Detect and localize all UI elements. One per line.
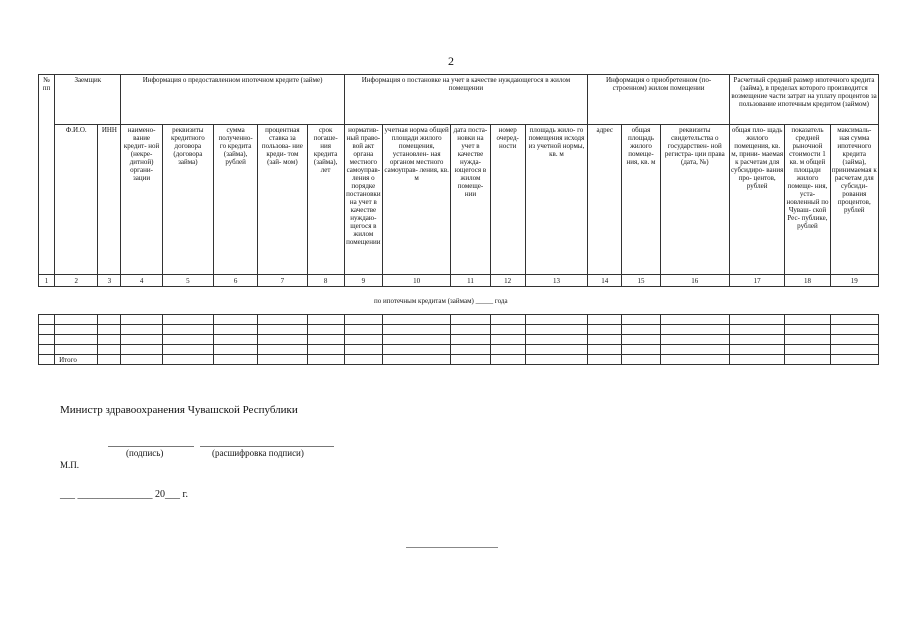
col-header-3: ИНН: [98, 125, 121, 275]
col-header-17: общая пло- щадь жилого помещения, кв. м, прини- маемая к расчетам для субсидиро- вания про- центов, рублей: [730, 125, 785, 275]
col-header-2: Ф.И.О.: [55, 125, 98, 275]
table-row: [39, 325, 879, 335]
column-number: 3: [98, 275, 121, 287]
column-number: 12: [490, 275, 525, 287]
minister-title: Министр здравоохранения Чувашской Республики: [60, 404, 298, 416]
column-number: 6: [214, 275, 258, 287]
col-header-9: норматив- ный право- вой акт органа местного самоуправ- ления о порядке постановки на учет в качестве нуждаю- щегося в жилом помещении: [344, 125, 382, 275]
column-number: 8: [307, 275, 344, 287]
signature-line: [108, 446, 194, 447]
col-header-16: реквизиты свидетельства о государствен- ной регистра- ции права (дата, №): [660, 125, 729, 275]
col-header-13: площадь жило- го помещения исходя из учетной нормы, кв. м: [525, 125, 587, 275]
group-header-registration-info: Информация о постановке на учет в качестве нуждающегося в жилом помещении: [344, 75, 587, 125]
column-number: 15: [622, 275, 660, 287]
credits-table: [38, 314, 879, 365]
column-number: 13: [525, 275, 587, 287]
col-header-19: максималь- ная сумма ипотечного кредита (займа), принимаемая к расчетам для субсиди- рования процентов, рублей: [830, 125, 878, 275]
table-row: [39, 335, 879, 345]
col-header-7: процентная ставка за пользова- ние креди- том (зай- мом): [258, 125, 307, 275]
col-header-14: адрес: [588, 125, 622, 275]
col-header-number: № пп: [39, 75, 55, 275]
signature-label: (подпись): [126, 448, 164, 458]
signature-decode-line: [200, 446, 334, 447]
footer-divider: [406, 547, 498, 548]
total-row: [39, 355, 879, 365]
group-header-borrower: Заемщик: [55, 75, 121, 125]
column-number: 7: [258, 275, 307, 287]
col-header-10: учетная норма общей площади жилого помещения, установлен- ная органом местного самоуправ- ления, кв. м: [382, 125, 450, 275]
column-number: 18: [785, 275, 830, 287]
group-header-estimated-amount: Расчетный средний размер ипотечного кредита (займа), в пределах которого производится возмещение части затрат на уплату процентов за пользование ипотечным кредитом (займом): [730, 75, 879, 125]
column-number: 9: [344, 275, 382, 287]
stamp-label: М.П.: [60, 460, 80, 470]
column-number: 1: [39, 275, 55, 287]
column-number: 10: [382, 275, 450, 287]
column-number: 16: [660, 275, 729, 287]
column-number: 11: [451, 275, 490, 287]
column-number: 2: [55, 275, 98, 287]
col-header-12: номер очеред- ности: [490, 125, 525, 275]
column-number: 19: [830, 275, 878, 287]
mortgage-summary-table: [38, 74, 879, 287]
col-header-18: показатель средней рыночной стоимости 1 кв. м общей площади жилого помеще- ния, уста- новленный по Чуваш- ской Рес- публике, рублей: [785, 125, 830, 275]
credits-caption: по ипотечным кредитам (займам) _____ года: [374, 297, 508, 305]
signature-decode-label: (расшифровка подписи): [212, 448, 304, 458]
col-header-15: общая площадь жилого помеще- ния, кв. м: [622, 125, 660, 275]
group-header-purchased-housing: Информация о приобретенном (по- строенном) жилом помещении: [588, 75, 730, 125]
table-row: [39, 345, 879, 355]
column-number: 4: [121, 275, 162, 287]
date-line: ___ _______________ 20___ г.: [60, 489, 188, 500]
page-number: 2: [448, 54, 454, 68]
column-number: 14: [588, 275, 622, 287]
column-number: 5: [162, 275, 213, 287]
col-header-4: наимено- вание кредит- ной (некре- дитной) органи- зации: [121, 125, 162, 275]
col-header-6: сумма полученно- го кредита (займа), рублей: [214, 125, 258, 275]
group-header-mortgage-info: Информация о предоставленном ипотечном кредите (займе): [121, 75, 344, 125]
col-header-11: дата поста- новки на учет в качестве нужда- ющегося в жилом помеще- нии: [451, 125, 490, 275]
total-label: Итого: [55, 355, 98, 365]
column-number: 17: [730, 275, 785, 287]
table-row: [39, 315, 879, 325]
col-header-8: срок погаше- ния кредита (займа), лет: [307, 125, 344, 275]
col-header-5: реквизиты кредитного договора (договора займа): [162, 125, 213, 275]
